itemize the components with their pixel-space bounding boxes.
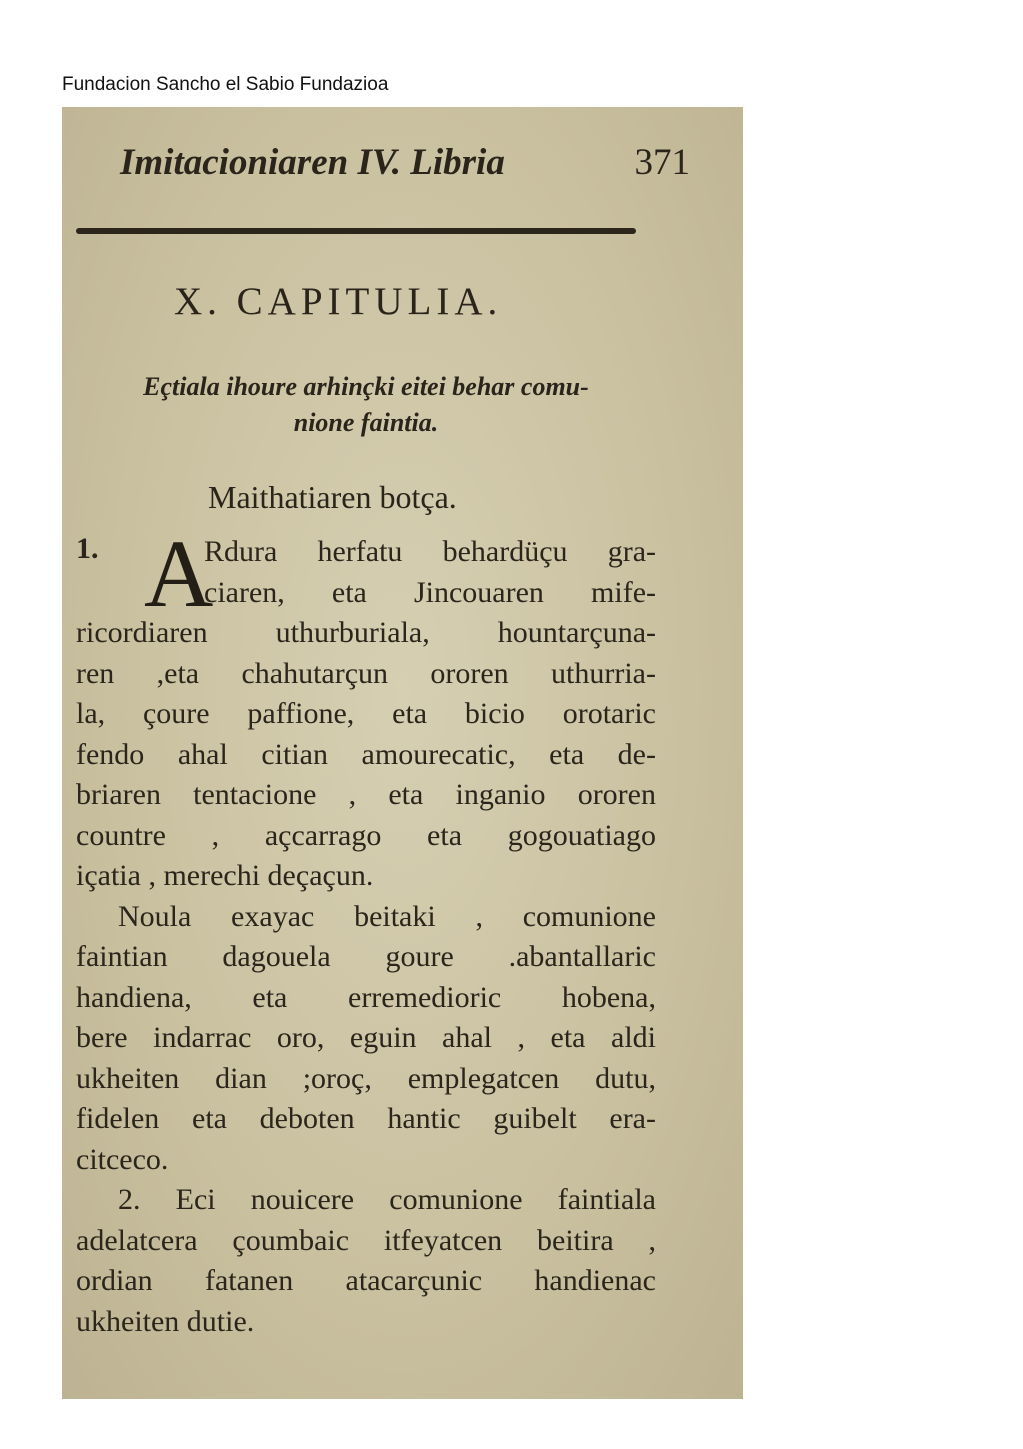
archive-header: Fundacion Sancho el Sabio Fundazioa <box>62 74 389 95</box>
page-number: 371 <box>634 142 690 183</box>
subtitle-line-2: nione faintia. <box>293 408 439 437</box>
section-heading: Maithatiaren botça. <box>208 479 457 515</box>
text-line: ordian fatanen atacarçunic handienac <box>76 1264 656 1297</box>
text-line: ukheiten dian ;oroç, emplegatcen dutu, <box>76 1061 656 1095</box>
paragraph-number: 1. <box>76 532 99 565</box>
chapter-subtitle <box>76 369 656 441</box>
chapter-title: X. CAPITULIA. <box>174 280 503 323</box>
drop-cap: A <box>144 520 214 627</box>
subtitle-line-1: Eçtiala ihoure arhinçki eitei behar comu- <box>143 372 589 401</box>
header-rule <box>76 228 636 234</box>
text-line: fendo ahal citian amourecatic, eta de- <box>76 737 656 771</box>
text-line: briaren tentacione , eta inganio ororen <box>76 778 656 811</box>
text-line: citceco. <box>76 1142 169 1176</box>
text-line: ricordiaren uthurburiala, hountarçuna- <box>76 616 656 649</box>
text-line: Rdura herfatu behardüçu gra- <box>204 535 656 568</box>
text-line: countre , açcarrago eta gogouatiago <box>76 818 656 852</box>
text-line: la, çoure paffione, eta bicio orotaric <box>76 697 656 730</box>
text-line: fidelen eta deboten hantic guibelt era- <box>76 1102 656 1135</box>
text-line: içatia , merechi deçaçun. <box>76 859 374 892</box>
text-line: ukheiten dutie. <box>76 1304 255 1338</box>
text-line: bere indarrac oro, eguin ahal , eta aldi <box>76 1021 656 1054</box>
text-line: adelatcera çoumbaic itfeyatcen beitira , <box>76 1223 656 1257</box>
book-page-scan <box>62 107 743 1399</box>
text-line: Noula exayac beitaki , comunione <box>118 899 656 933</box>
text-line: 2. Eci nouicere comunione faintiala <box>118 1183 656 1216</box>
running-head <box>120 141 690 184</box>
body-text <box>76 520 656 1342</box>
text-line: ciaren, eta Jincouaren mife- <box>204 575 656 609</box>
text-line: ren ,eta chahutarçun ororen uthurria- <box>76 656 656 690</box>
text-line: faintian dagouela goure .abantallaric <box>76 940 656 973</box>
text-line: handiena, eta erremedioric hobena, <box>76 980 656 1014</box>
running-head-title: Imitacioniaren IV. Libria <box>120 142 505 183</box>
